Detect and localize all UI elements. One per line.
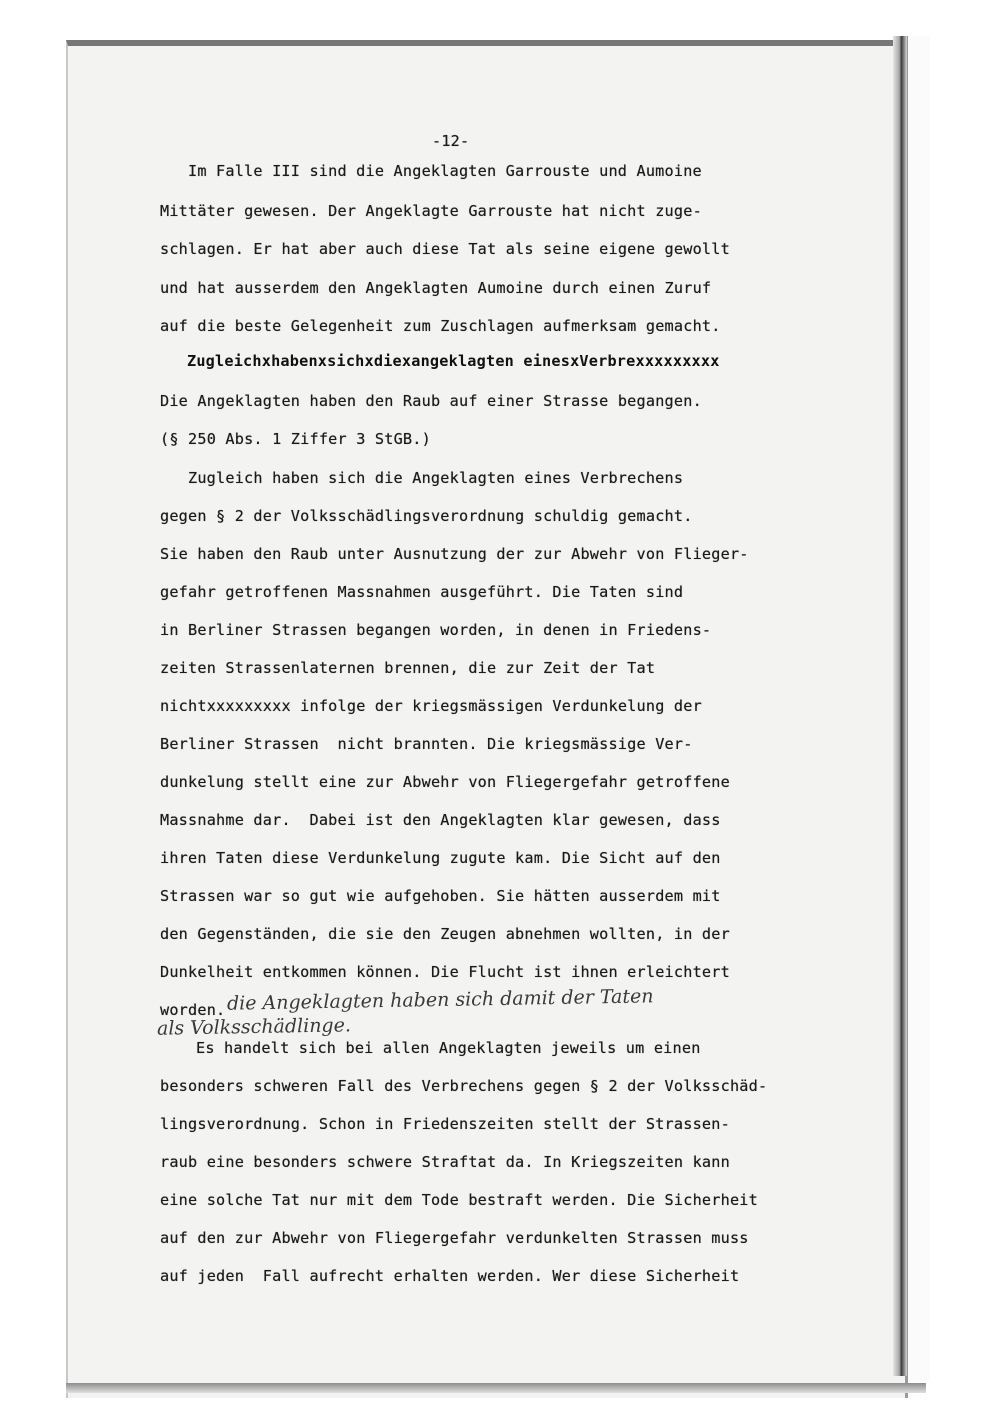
page-number: -12- [432, 132, 470, 150]
text-line-15: Berliner Strassen nicht brannten. Die kriegsmässige Ver- [160, 735, 693, 753]
crossed-out-line: Zugleichxhabenxsichxdiexangeklagten einesxVerbrexxxxxxxxx [187, 352, 720, 370]
text-line-17: Massnahme dar. Dabei ist den Angeklagten klar gewesen, dass [160, 811, 721, 829]
text-line-27: eine solche Tat nur mit dem Tode bestraft werden. Die Sicherheit [160, 1191, 758, 1209]
paper-edge-shadow [893, 36, 907, 1376]
text-line-1: Im Falle III sind die Angeklagten Garrouste und Aumoine [188, 162, 702, 180]
text-line-4: und hat ausserdem den Angeklagten Aumoine durch einen Zuruf [160, 279, 712, 297]
text-line-2: Mittäter gewesen. Der Angeklagte Garrouste hat nicht zuge- [160, 202, 702, 220]
text-line-16: dunkelung stellt eine zur Abwehr von Fliegergefahr getroffene [160, 773, 730, 791]
text-line-20: den Gegenständen, die sie den Zeugen abnehmen wollten, in der [160, 925, 730, 943]
text-line-11: gefahr getroffenen Massnahmen ausgeführt. Die Taten sind [160, 583, 684, 601]
text-line-5: auf die beste Gelegenheit zum Zuschlagen aufmerksam gemacht. [160, 317, 721, 335]
bottom-paper-edge [66, 1383, 926, 1393]
text-line-14: nichtxxxxxxxxx infolge der kriegsmässigen Verdunkelung der [160, 697, 702, 715]
text-line-19: Strassen war so gut wie aufgehoben. Sie hätten ausserdem mit [160, 887, 721, 905]
binding-edge [907, 36, 930, 1381]
text-line-12: in Berliner Strassen begangen worden, in denen in Friedens- [160, 621, 712, 639]
text-line-28: auf den zur Abwehr von Fliegergefahr verdunkelten Strassen muss [160, 1229, 749, 1247]
text-line-10: Sie haben den Raub unter Ausnutzung der zur Abwehr von Flieger- [160, 545, 749, 563]
text-line-6: Die Angeklagten haben den Raub auf einer Strasse begangen. [160, 392, 702, 410]
text-line-9: gegen § 2 der Volksschädlingsverordnung schuldig gemacht. [160, 507, 693, 525]
text-line-22: worden. [160, 1001, 226, 1019]
text-line-3: schlagen. Er hat aber auch diese Tat als seine eigene gewollt [160, 240, 730, 258]
text-line-7: (§ 250 Abs. 1 Ziffer 3 StGB.) [160, 430, 431, 448]
text-line-23: Es handelt sich bei allen Angeklagten jeweils um einen [196, 1039, 701, 1057]
text-line-29: auf jeden Fall aufrecht erhalten werden. Wer diese Sicherheit [160, 1267, 740, 1285]
handwritten-note-line-1: die Angeklagten haben sich damit der Taten [226, 985, 654, 1015]
text-line-13: zeiten Strassenlaternen brennen, die zur Zeit der Tat [160, 659, 656, 677]
handwritten-note-line-2: als Volksschädlinge. [156, 1014, 352, 1040]
text-line-18: ihren Taten diese Verdunkelung zugute kam. Die Sicht auf den [160, 849, 721, 867]
text-line-8: Zugleich haben sich die Angeklagten eines Verbrechens [188, 469, 684, 487]
text-line-21: Dunkelheit entkommen können. Die Flucht ist ihnen erleichtert [160, 963, 730, 981]
text-line-26: raub eine besonders schwere Straftat da. In Kriegszeiten kann [160, 1153, 730, 1171]
text-line-25: lingsverordnung. Schon in Friedenszeiten stellt der Strassen- [160, 1115, 730, 1133]
text-line-24: besonders schweren Fall des Verbrechens gegen § 2 der Volksschäd- [160, 1077, 768, 1095]
